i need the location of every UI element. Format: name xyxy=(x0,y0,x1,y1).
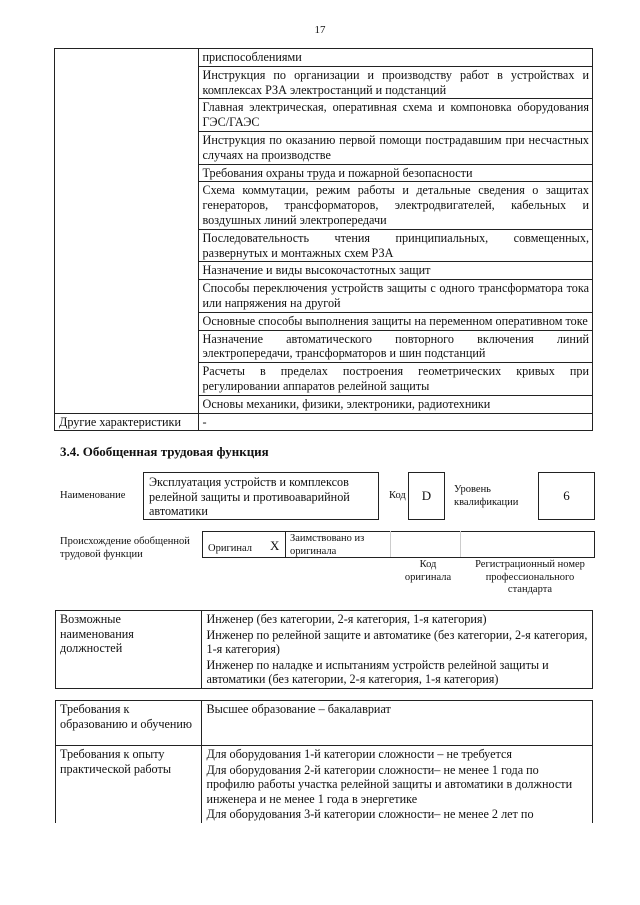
origin-divider-light xyxy=(390,531,391,557)
other-characteristics-value: - xyxy=(202,414,207,429)
position-item: Инженер по релейной защите и автоматике (без категории, 2-я категория, 1-я категория) xyxy=(206,627,588,657)
level-label: Уровень квалификации xyxy=(454,484,519,508)
original-mark: X xyxy=(270,538,280,553)
name-label: Наименование xyxy=(60,490,126,501)
positions-table xyxy=(55,610,593,689)
knowledge-item: Основные способы выполнения защиты на переменном оперативном токе xyxy=(202,313,588,328)
experience-item: Для оборудования 3-й категории сложности– не менее 2 лет по xyxy=(206,807,534,822)
position-item: Инженер (без категории, 2-я категория, 1-я категория) xyxy=(206,612,487,626)
original-label: Оригинал xyxy=(208,543,252,554)
knowledge-item: Назначение автоматического повторного включения линий электропередачи, трансформаторов и шин подстанций xyxy=(202,331,589,361)
positions-label: Возможные наименования должностей xyxy=(60,612,134,656)
empty-label-cell xyxy=(55,49,199,414)
origin-label: Происхождение обобщенной трудовой функции xyxy=(60,536,190,560)
education-label: Требования к образованию и обучению xyxy=(60,702,193,731)
origin-divider-light xyxy=(460,531,461,557)
name-value: Эксплуатация устройств и комплексов релейной защиты и противоаварийной автоматики xyxy=(149,475,350,518)
code-label: Код xyxy=(389,490,406,501)
knowledge-item: Способы переключения устройств защиты с одного трансформатора тока или напряжения на другой xyxy=(202,281,589,310)
experience-item: Для оборудования 2-й категории сложности– не менее 1 года по профилю работы участка релейной защиты и автоматики в должности инженера и не менее 1 года в энергетике xyxy=(206,762,573,806)
knowledge-item: Требования охраны труда и пожарной безопасности xyxy=(202,165,473,180)
other-characteristics-label: Другие характеристики xyxy=(59,414,181,429)
origin-code-label: Код оригинала xyxy=(404,559,452,583)
code-box xyxy=(408,472,445,520)
page-number: 17 xyxy=(314,24,326,36)
experience-item: Для оборудования 1-й категории сложности – не требуется xyxy=(206,747,513,761)
section-heading: 3.4. Обобщенная трудовая функция xyxy=(60,444,269,459)
education-value: Высшее образование – бакалавриат xyxy=(206,702,391,716)
requirements-table xyxy=(55,700,593,823)
name-box xyxy=(143,472,379,520)
level-value: 6 xyxy=(563,488,570,503)
knowledge-item: Основы механики, физики, электроники, радиотехники xyxy=(202,396,491,411)
experience-label: Требования к опыту практической работы xyxy=(60,747,172,776)
borrowed-label: Заимствовано из оригинала xyxy=(290,533,365,557)
knowledge-item: Главная электрическая, оперативная схема и компоновка оборудования ГЭС/ГАЭС xyxy=(202,100,589,130)
knowledge-item: Последовательность чтения принципиальных, совмещенных, развернутых и монтажных схем РЗА xyxy=(202,230,589,260)
origin-boxes xyxy=(202,531,595,558)
origin-divider xyxy=(285,531,286,557)
position-item: Инженер по наладке и испытаниям устройств релейной защиты и автоматики (без категории, 2-я категория, 1-я категория) xyxy=(206,657,549,687)
knowledge-item: Инструкция по оказанию первой помощи пострадавшим при несчастных случаях на производстве xyxy=(202,132,589,162)
knowledge-item: приспособлениями xyxy=(202,50,302,64)
reg-number-label: Регистрационный номер профессионального стандарта xyxy=(475,559,585,595)
knowledge-item: Схема коммутации, режим работы и детальные сведения о защитах генераторов, трансформаторов, электродвигателей, кабельных и воздушных линий электропередачи xyxy=(202,183,589,227)
knowledge-item: Назначение и виды высокочастотных защит xyxy=(202,263,431,278)
knowledge-item: Инструкция по организации и производству работ в устройствах и комплексах РЗА электростанций и подстанций xyxy=(202,67,589,97)
knowledge-item: Расчеты в пределах построения геометрических кривых при регулировании аппаратов релейной защиты xyxy=(202,364,589,393)
knowledge-table xyxy=(54,48,593,431)
level-box xyxy=(538,472,595,520)
code-value: D xyxy=(421,488,432,503)
